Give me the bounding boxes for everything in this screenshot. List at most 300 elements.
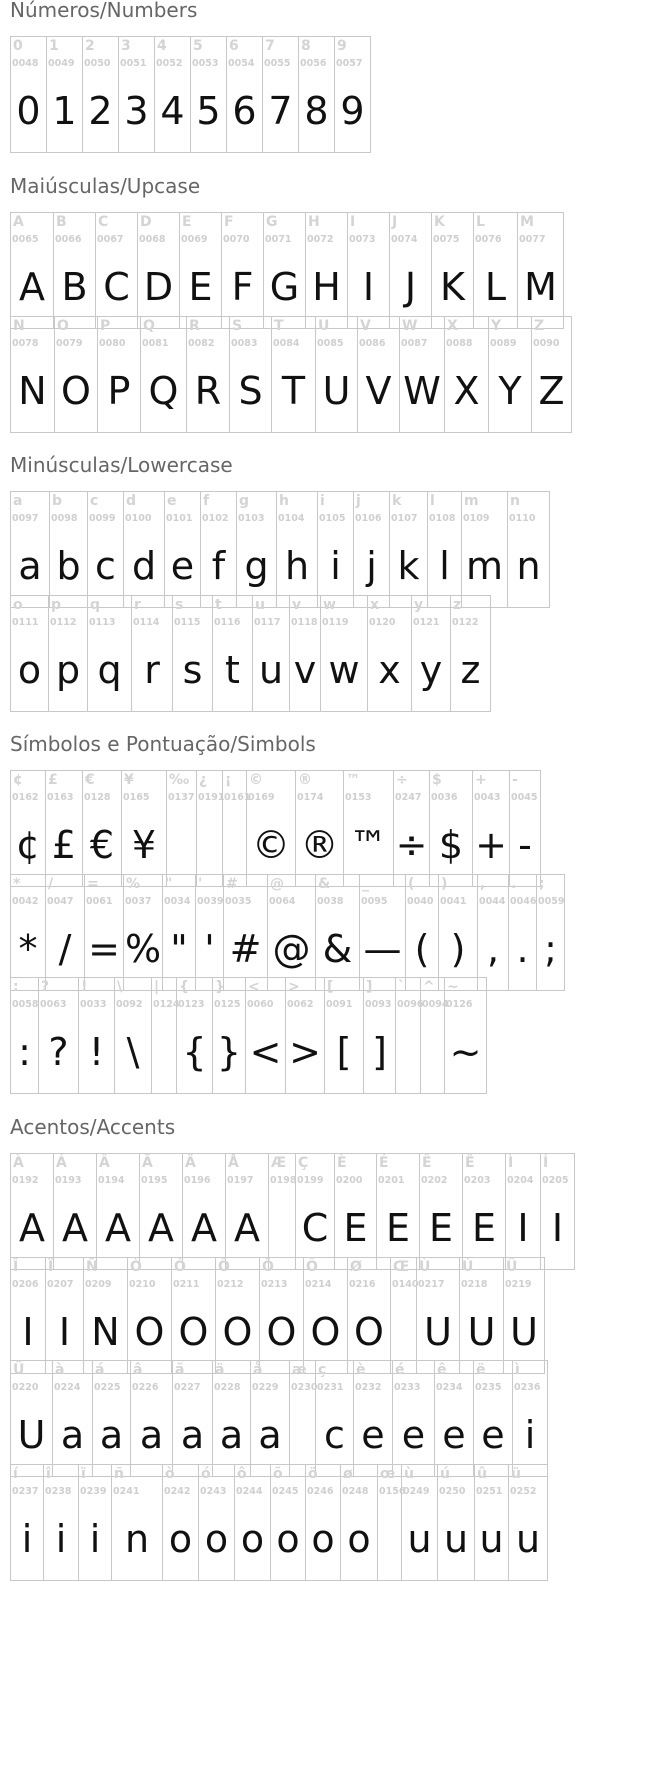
glyph-character-label: ~ [447, 979, 459, 995]
glyph-cell [290, 1361, 316, 1477]
glyph-preview: j [366, 544, 377, 588]
glyph-character-label: a [13, 493, 23, 509]
glyph-cell [230, 317, 272, 433]
glyph-cell [432, 213, 474, 329]
glyph-cell [216, 1258, 260, 1374]
glyph-cell [268, 875, 316, 991]
glyph-grid-row [10, 1257, 545, 1374]
glyph-code-label: 0034 [164, 896, 191, 907]
glyph-character-label: s [175, 597, 184, 613]
glyph-character-label: _ [362, 876, 369, 892]
glyph-cell [173, 596, 213, 712]
glyph-code-label: 0198 [270, 1175, 297, 1186]
glyph-preview: £ [51, 823, 77, 867]
glyph-code-label: 0077 [519, 234, 546, 245]
glyph-code-label: 0216 [349, 1279, 376, 1290]
glyph-preview: ! [88, 1030, 105, 1074]
glyph-code-label: 0042 [12, 896, 39, 907]
glyph-cell [11, 1154, 54, 1270]
glyph-cell [509, 1465, 548, 1581]
glyph-preview: u [515, 1517, 541, 1561]
glyph-character-label: Í [543, 1155, 549, 1171]
glyph-code-label: 0072 [307, 234, 334, 245]
glyph-code-label: 0114 [133, 617, 160, 628]
glyph-character-label: ^ [423, 979, 435, 995]
glyph-code-label: 0085 [317, 338, 344, 349]
glyph-preview: I [22, 1310, 34, 1354]
glyph-code-label: 0206 [12, 1279, 39, 1290]
glyph-code-label: 0124 [153, 999, 180, 1010]
glyph-code-label: 0204 [507, 1175, 534, 1186]
glyph-character-label: t [215, 597, 222, 613]
glyph-cell [55, 317, 98, 433]
glyph-character-label: Ô [218, 1259, 230, 1275]
glyph-character-label: { [179, 979, 189, 995]
glyph-code-label: 0046 [510, 896, 537, 907]
glyph-preview: X [453, 369, 480, 413]
glyph-character-label: R [189, 318, 200, 334]
glyph-preview: e [442, 1413, 466, 1457]
glyph-code-label: 0212 [217, 1279, 244, 1290]
glyph-code-label: 0156 [379, 1486, 406, 1497]
glyph-code-label: 0205 [542, 1175, 569, 1186]
glyph-cell [474, 1361, 513, 1477]
glyph-character-label: Ç [298, 1155, 309, 1171]
glyph-preview: Y [498, 369, 522, 413]
glyph-character-label: Ñ [86, 1259, 98, 1275]
glyph-character-label: ü [511, 1466, 521, 1482]
glyph-character-label: ÷ [396, 772, 408, 788]
glyph-character-label: x [370, 597, 380, 613]
glyph-cell [124, 875, 163, 991]
glyph-cell [223, 771, 251, 887]
glyph-code-label: 0121 [413, 617, 440, 628]
glyph-preview: 8 [304, 89, 329, 133]
glyph-character-label: K [434, 214, 445, 230]
glyph-character-label: ™ [346, 772, 360, 788]
glyph-code-label: 0038 [317, 896, 344, 907]
glyph-cell [460, 1258, 504, 1374]
glyph-code-label: 0039 [197, 896, 224, 907]
glyph-character-label: ® [298, 772, 312, 788]
glyph-preview: F [231, 265, 254, 309]
glyph-character-label: 5 [193, 38, 203, 54]
glyph-cell [269, 1154, 296, 1270]
glyph-character-label: Û [506, 1259, 518, 1275]
glyph-character-label: ê [437, 1362, 447, 1378]
glyph-cell [391, 1258, 417, 1374]
glyph-code-label: 0252 [510, 1486, 537, 1497]
glyph-code-label: 0137 [168, 792, 195, 803]
glyph-code-label: 0225 [94, 1382, 121, 1393]
glyph-code-label: 0088 [446, 338, 473, 349]
glyph-grid-row [10, 977, 487, 1094]
glyph-preview: g [244, 544, 269, 588]
glyph-code-label: 0052 [156, 58, 183, 69]
glyph-cell [53, 1361, 93, 1477]
glyph-code-label: 0040 [407, 896, 434, 907]
glyph-cell [377, 1154, 420, 1270]
glyph-code-label: 0050 [84, 58, 111, 69]
glyph-cell [348, 1258, 391, 1374]
glyph-cell [271, 1465, 306, 1581]
glyph-character-label: d [126, 493, 137, 509]
glyph-character-label: Õ [262, 1259, 274, 1275]
glyph-cell [83, 37, 119, 153]
glyph-code-label: 0245 [272, 1486, 299, 1497]
glyph-preview: 6 [232, 89, 257, 133]
glyph-cell [354, 1361, 393, 1477]
glyph-cell [11, 875, 46, 991]
glyph-preview: , [486, 927, 500, 971]
glyph-preview: z [460, 648, 481, 692]
glyph-character-label: < [248, 979, 260, 995]
glyph-cell [299, 37, 335, 153]
glyph-cell [11, 1465, 44, 1581]
glyph-code-label: 0174 [297, 792, 324, 803]
glyph-cell [196, 875, 224, 991]
glyph-cell [260, 1258, 304, 1374]
glyph-character-label: | [154, 979, 160, 995]
glyph-code-label: 0218 [461, 1279, 488, 1290]
glyph-cell [439, 875, 478, 991]
glyph-cell [263, 37, 299, 153]
glyph-code-label: 0126 [446, 999, 473, 1010]
glyph-preview: A [62, 1206, 88, 1250]
glyph-preview: E [343, 1206, 368, 1250]
glyph-code-label: 0048 [12, 58, 39, 69]
glyph-character-label: ë [476, 1362, 486, 1378]
glyph-cell [318, 492, 354, 608]
glyph-cell [213, 1361, 251, 1477]
glyph-preview: ) [450, 927, 466, 971]
glyph-character-label: ú [440, 1466, 450, 1482]
glyph-cell [46, 771, 83, 887]
glyph-code-label: 0161 [224, 792, 251, 803]
glyph-cell [360, 875, 406, 991]
glyph-preview: s [182, 648, 203, 692]
glyph-preview: ; [544, 927, 557, 971]
glyph-cell [183, 1154, 226, 1270]
glyph-cell [11, 317, 55, 433]
glyph-character-label: Ú [462, 1259, 474, 1275]
glyph-character-label: ï [81, 1466, 86, 1482]
glyph-cell [393, 1361, 435, 1477]
glyph-cell [54, 213, 96, 329]
glyph-cell [341, 1465, 378, 1581]
glyph-cell [50, 492, 88, 608]
glyph-preview: q [97, 648, 122, 692]
glyph-cell [141, 317, 187, 433]
glyph-cell [251, 1361, 290, 1477]
glyph-preview: A [19, 265, 45, 309]
glyph-cell [510, 771, 541, 887]
glyph-character-label: r [134, 597, 141, 613]
glyph-cell [390, 213, 432, 329]
glyph-preview: R [194, 369, 222, 413]
glyph-character-label: q [90, 597, 101, 613]
glyph-character-label: # [226, 876, 238, 892]
glyph-character-label: E [182, 214, 192, 230]
glyph-character-label: Y [491, 318, 502, 334]
glyph-character-label: G [266, 214, 278, 230]
glyph-code-label: 0199 [297, 1175, 324, 1186]
glyph-code-label: 0062 [287, 999, 314, 1010]
glyph-code-label: 0140 [392, 1279, 419, 1290]
glyph-preview: I [551, 1206, 564, 1250]
glyph-character-label: : [13, 979, 19, 995]
glyph-character-label: œ [380, 1466, 396, 1482]
glyph-code-label: 0087 [401, 338, 428, 349]
glyph-code-label: 0099 [89, 513, 116, 524]
glyph-cell [213, 978, 246, 1094]
glyph-character-label: ù [404, 1466, 414, 1482]
glyph-code-label: 0059 [538, 896, 565, 907]
glyph-preview: a [18, 544, 42, 588]
glyph-cell [417, 1258, 460, 1374]
glyph-cell [199, 1465, 235, 1581]
glyph-preview: U [510, 1310, 538, 1354]
glyph-code-label: 0043 [474, 792, 501, 803]
glyph-preview: H [312, 265, 341, 309]
glyph-preview: o [240, 1517, 265, 1561]
glyph-code-label: 0224 [54, 1382, 81, 1393]
glyph-code-label: 0103 [238, 513, 265, 524]
glyph-code-label: 0153 [345, 792, 372, 803]
glyph-character-label: © [249, 772, 263, 788]
glyph-cell [88, 596, 132, 712]
glyph-character-label: ñ [114, 1466, 124, 1482]
section-title: Maiúsculas/Upcase [10, 174, 201, 198]
glyph-character-label: ò [165, 1466, 175, 1482]
glyph-character-label: Ò [130, 1259, 142, 1275]
glyph-character-label: y [414, 597, 424, 613]
glyph-code-label: 0232 [355, 1382, 382, 1393]
glyph-cell [390, 492, 428, 608]
glyph-preview: P [107, 369, 131, 413]
glyph-preview: ] [372, 1030, 387, 1074]
glyph-grid-row [10, 595, 491, 712]
glyph-code-label: 0128 [84, 792, 111, 803]
glyph-preview: J [404, 265, 417, 309]
glyph-code-label: 0080 [99, 338, 126, 349]
glyph-character-label: / [48, 876, 54, 892]
glyph-code-label: 0165 [123, 792, 150, 803]
glyph-cell [296, 771, 344, 887]
glyph-code-label: 0083 [231, 338, 258, 349]
glyph-character-label: ( [408, 876, 415, 892]
glyph-code-label: 0078 [12, 338, 39, 349]
glyph-preview: \ [126, 1030, 140, 1074]
glyph-cell [11, 978, 39, 1094]
glyph-preview: ¢ [15, 823, 41, 867]
glyph-code-label: 0200 [336, 1175, 363, 1186]
glyph-character-label: } [215, 979, 225, 995]
glyph-preview: v [293, 648, 317, 692]
glyph-cell [473, 771, 510, 887]
glyph-preview: p [55, 648, 81, 692]
glyph-preview: E [428, 1206, 453, 1250]
glyph-preview: > [289, 1030, 321, 1074]
glyph-character-label: 3 [121, 38, 131, 54]
glyph-cell [428, 492, 462, 608]
glyph-code-label: 0197 [227, 1175, 254, 1186]
glyph-character-label: * [13, 876, 21, 892]
glyph-cell [462, 492, 508, 608]
glyph-preview: w [328, 648, 360, 692]
glyph-preview: U [322, 369, 351, 413]
glyph-cell [344, 771, 394, 887]
glyph-code-label: 0045 [511, 792, 538, 803]
glyph-preview: m [465, 544, 504, 588]
glyph-character-label: æ [292, 1362, 307, 1378]
glyph-character-label: ö [308, 1466, 318, 1482]
glyph-preview: Z [538, 369, 565, 413]
glyph-cell [115, 978, 152, 1094]
glyph-cell [138, 213, 180, 329]
glyph-preview: M [524, 265, 557, 309]
glyph-code-label: 0235 [475, 1382, 502, 1393]
glyph-code-label: 0033 [80, 999, 107, 1010]
glyph-character-label: $ [432, 772, 442, 788]
glyph-preview: T [281, 369, 306, 413]
glyph-code-label: 0066 [55, 234, 82, 245]
glyph-character-label: " [165, 876, 173, 892]
glyph-cell [11, 492, 50, 608]
glyph-cell [335, 37, 371, 153]
glyph-preview: c [95, 544, 116, 588]
glyph-cell [187, 317, 230, 433]
glyph-code-label: 0055 [264, 58, 291, 69]
glyph-cell [79, 978, 115, 1094]
glyph-character-label: = [87, 876, 99, 892]
glyph-grid-row [10, 874, 565, 991]
glyph-cell [402, 1465, 438, 1581]
glyph-code-label: 0090 [533, 338, 560, 349]
glyph-character-label: ø [343, 1466, 353, 1482]
glyph-cell [445, 978, 487, 1094]
glyph-character-label: 1 [49, 38, 59, 54]
glyph-code-label: 0119 [322, 617, 349, 628]
glyph-cell [335, 1154, 377, 1270]
glyph-preview: o [168, 1517, 193, 1561]
glyph-preview: o [17, 648, 42, 692]
glyph-character-label: O [57, 318, 69, 334]
glyph-code-label: 0074 [391, 234, 418, 245]
glyph-cell [430, 771, 473, 887]
glyph-character-label: J [392, 214, 398, 230]
glyph-cell [191, 37, 227, 153]
glyph-preview: n [124, 1517, 150, 1561]
glyph-character-label: V [360, 318, 371, 334]
glyph-preview: 7 [268, 89, 293, 133]
glyph-grid-row [10, 1360, 548, 1477]
glyph-cell [226, 1154, 269, 1270]
glyph-code-label: 0249 [403, 1486, 430, 1497]
glyph-code-label: 0096 [397, 999, 424, 1010]
glyph-character-label: b [52, 493, 63, 509]
glyph-preview: i [330, 544, 341, 588]
glyph-code-label: 0243 [200, 1486, 227, 1497]
glyph-preview: ¥ [131, 823, 157, 867]
glyph-cell [47, 37, 83, 153]
glyph-code-label: 0037 [125, 896, 152, 907]
glyph-cell [435, 1361, 474, 1477]
glyph-preview: O [354, 1310, 384, 1354]
glyph-preview: N [91, 1310, 120, 1354]
glyph-grid-row [10, 1153, 575, 1270]
glyph-cell [518, 213, 564, 329]
glyph-character-label: v [292, 597, 302, 613]
glyph-preview: 9 [340, 89, 365, 133]
glyph-cell [167, 771, 197, 887]
glyph-preview: L [484, 265, 507, 309]
glyph-preview: h [284, 544, 310, 588]
glyph-grid-row [10, 1464, 548, 1581]
glyph-preview: E [385, 1206, 410, 1250]
glyph-cell [96, 213, 138, 329]
glyph-code-label: 0109 [463, 513, 490, 524]
glyph-character-label: 6 [229, 38, 239, 54]
glyph-code-label: 0214 [305, 1279, 332, 1290]
glyph-character-label: Ï [48, 1259, 54, 1275]
glyph-code-label: 0123 [178, 999, 205, 1010]
glyph-cell [49, 596, 88, 712]
glyph-character-label: Ø [350, 1259, 362, 1275]
glyph-code-label: 0076 [475, 234, 502, 245]
glyph-preview: i [89, 1517, 101, 1561]
glyph-preview: U [467, 1310, 496, 1354]
glyph-code-label: 0211 [173, 1279, 200, 1290]
glyph-cell [201, 492, 237, 608]
glyph-code-label: 0226 [132, 1382, 159, 1393]
glyph-character-label: + [475, 772, 487, 788]
glyph-character-label: Q [143, 318, 155, 334]
glyph-preview: % [124, 927, 162, 971]
glyph-preview: k [397, 544, 420, 588]
glyph-cell [227, 37, 263, 153]
glyph-preview: U [424, 1310, 452, 1354]
glyph-preview: E [188, 265, 213, 309]
glyph-character-label: \ [117, 979, 123, 995]
glyph-preview: U [17, 1413, 46, 1457]
glyph-code-label: 0089 [490, 338, 517, 349]
glyph-cell [368, 596, 412, 712]
glyph-cell [163, 875, 196, 991]
glyph-code-label: 0065 [12, 234, 39, 245]
glyph-cell [504, 1258, 545, 1374]
glyph-preview: V [365, 369, 392, 413]
glyph-preview: u [407, 1517, 432, 1561]
glyph-character-label: M [520, 214, 534, 230]
glyph-preview: A [148, 1206, 174, 1250]
glyph-code-label: 0241 [113, 1486, 140, 1497]
glyph-preview: D [143, 265, 174, 309]
glyph-cell [235, 1465, 271, 1581]
glyph-code-label: 0230 [291, 1382, 318, 1393]
glyph-code-label: 0203 [464, 1175, 491, 1186]
glyph-cell [11, 1258, 46, 1374]
glyph-cell [321, 596, 368, 712]
glyph-preview: # [229, 927, 262, 971]
glyph-character-label: ô [237, 1466, 247, 1482]
glyph-character-label: 7 [265, 38, 275, 54]
glyph-character-label: ) [441, 876, 448, 892]
glyph-character-label: ? [41, 979, 50, 995]
glyph-character-label: N [13, 318, 25, 334]
glyph-preview: { [182, 1030, 207, 1074]
glyph-character-label: i [320, 493, 325, 509]
